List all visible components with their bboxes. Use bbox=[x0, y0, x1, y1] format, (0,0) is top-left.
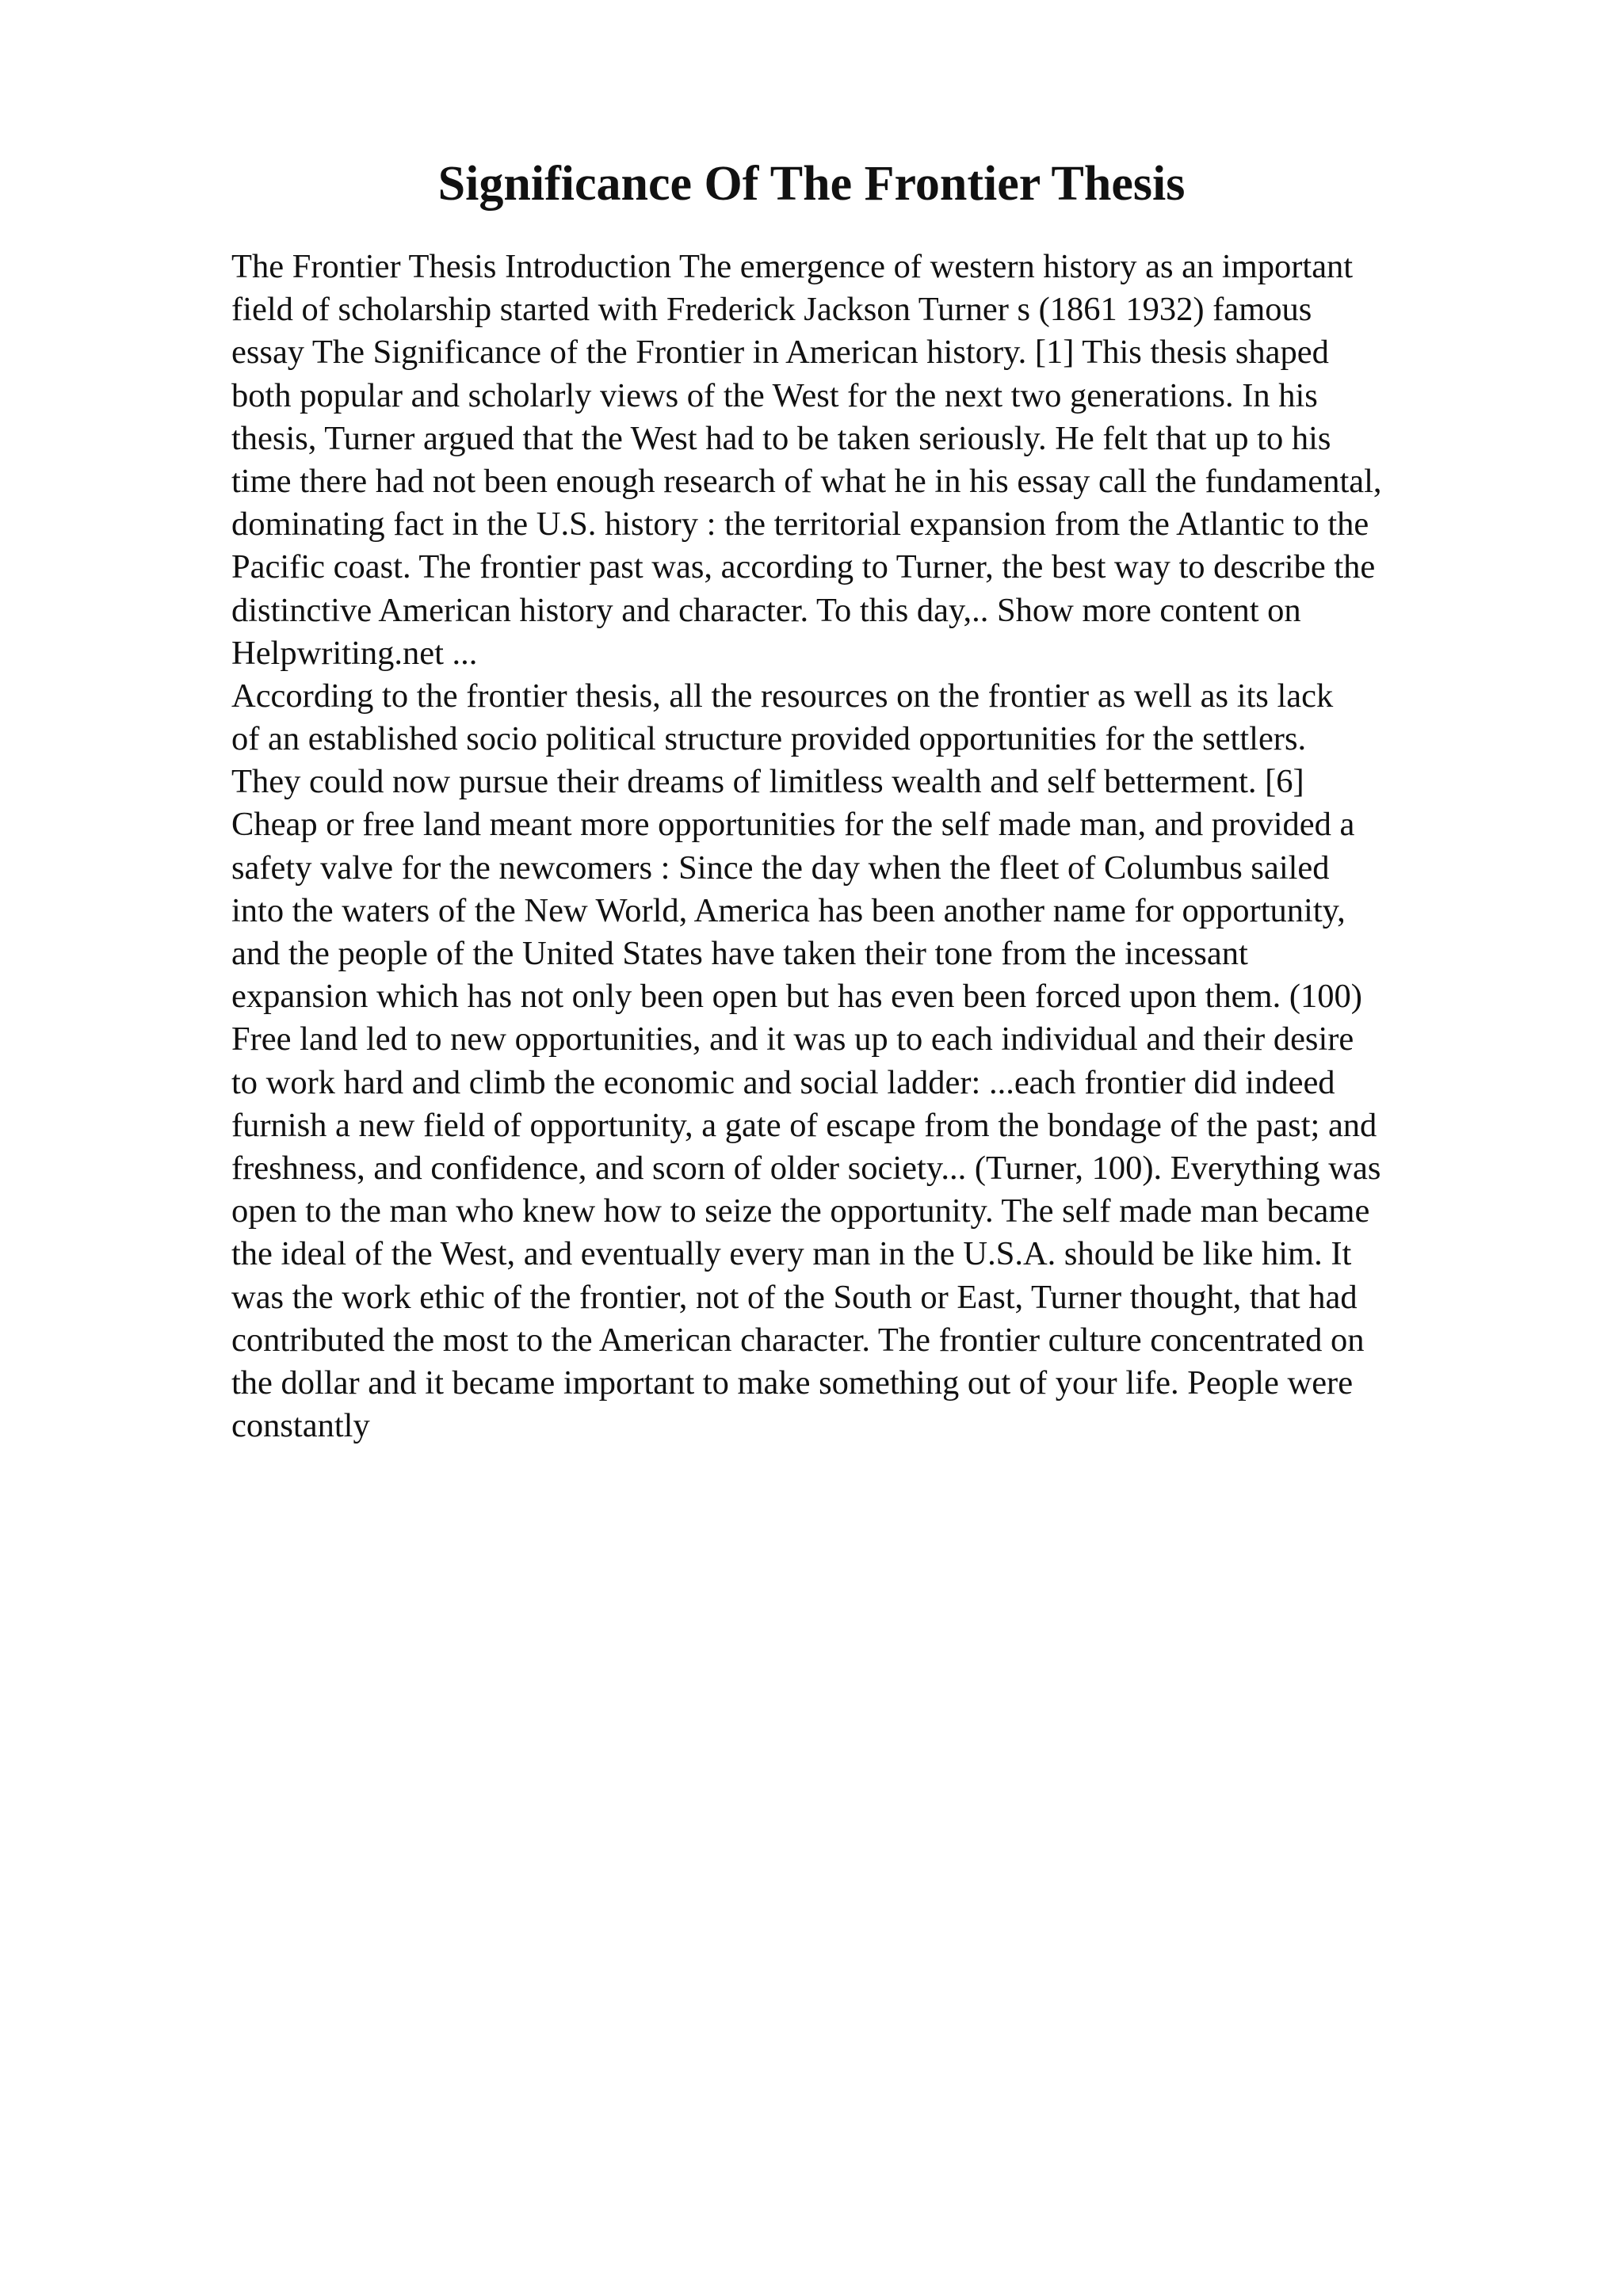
body-line: dominating fact in the U.S. history : the territorial expansion from the Atlantic to the bbox=[231, 505, 1369, 543]
body-line: to work hard and climb the economic and social ladder: ...each frontier did indeed bbox=[231, 1063, 1335, 1101]
body-line: into the waters of the New World, America has been another name for opportunity, bbox=[231, 891, 1346, 929]
body-line: and the people of the United States have taken their tone from the incessant bbox=[231, 935, 1248, 972]
body-line: the ideal of the West, and eventually every man in the U.S.A. should be like him. It bbox=[231, 1235, 1352, 1273]
body-line: thesis, Turner argued that the West had to be taken seriously. He felt that up to his bbox=[231, 419, 1331, 457]
body-line: the dollar and it became important to make something out of your life. People were bbox=[231, 1363, 1354, 1402]
body-line: was the work ethic of the frontier, not of the South or East, Turner thought, that had bbox=[231, 1278, 1358, 1316]
body-line: both popular and scholarly views of the West for the next two generations. In his bbox=[231, 376, 1318, 414]
body-line: expansion which has not only been open but has even been forced upon them. (100) bbox=[231, 978, 1362, 1016]
body-line: constantly bbox=[231, 1407, 370, 1445]
document-title: Significance Of The Frontier Thesis bbox=[437, 157, 1186, 211]
body-line: Cheap or free land meant more opportunities for the self made man, and provided a bbox=[231, 806, 1355, 844]
body-line: contributed the most to the American character. The frontier culture concentrated on bbox=[231, 1321, 1365, 1359]
body-line: furnish a new field of opportunity, a gate of escape from the bondage of the past; and bbox=[231, 1106, 1377, 1144]
document-body bbox=[231, 246, 1515, 1447]
body-line: of an established socio political structure provided opportunities for the settlers. bbox=[231, 720, 1307, 758]
body-line: Helpwriting.net ... bbox=[231, 634, 478, 672]
body-line: safety valve for the newcomers : Since the day when the fleet of Columbus sailed bbox=[231, 849, 1330, 887]
body-line: They could now pursue their dreams of limitless wealth and self betterment. [6] bbox=[231, 763, 1304, 801]
body-line: The Frontier Thesis Introduction The emergence of western history as an important bbox=[231, 248, 1354, 285]
body-line: Pacific coast. The frontier past was, according to Turner, the best way to describe the bbox=[231, 548, 1376, 586]
body-line: According to the frontier thesis, all the resources on the frontier as well as its lack bbox=[231, 677, 1334, 715]
body-line: distinctive American history and character. To this day,.. Show more content on bbox=[231, 591, 1301, 629]
body-line: open to the man who knew how to seize the opportunity. The self made man became bbox=[231, 1192, 1370, 1230]
body-line: Free land led to new opportunities, and it was up to each individual and their desire bbox=[231, 1020, 1354, 1058]
body-line: essay The Significance of the Frontier in American history. [1] This thesis shaped bbox=[231, 334, 1329, 372]
body-line: field of scholarship started with Frederick Jackson Turner s (1861 1932) famous bbox=[231, 291, 1312, 329]
body-line: freshness, and confidence, and scorn of older society... (Turner, 100). Everything was bbox=[231, 1149, 1381, 1187]
body-line: time there had not been enough research of what he in his essay call the fundamental, bbox=[231, 462, 1382, 500]
